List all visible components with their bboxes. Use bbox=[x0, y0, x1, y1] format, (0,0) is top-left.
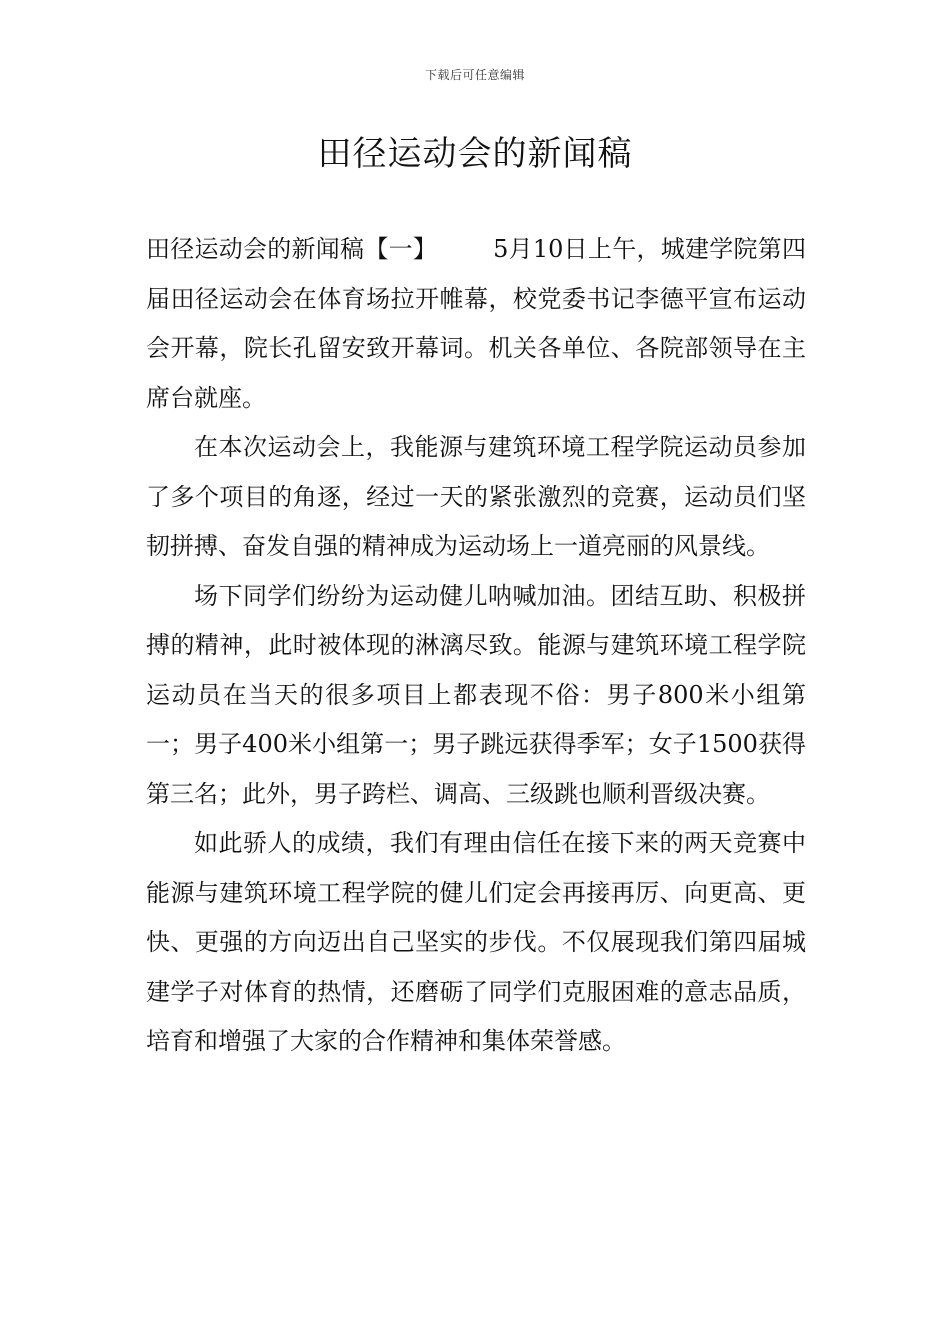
paragraph-1-text: 5月10日上午，城建学院第四届田径运动会在体育场拉开帷幕，校党委书记李德平宣布运动会开幕，院长孔留安致开幕词。机关各单位、各院部领导在主席台就座。 bbox=[146, 235, 806, 412]
paragraph-3: 场下同学们纷纷为运动健儿呐喊加油。团结互助、积极拼搏的精神，此时被体现的淋漓尽致。能源与建筑环境工程学院运动员在当天的很多项目上都表现不俗：男子800米小组第一；男子400米小组第一；男子跳远获得季军；女子1500获得第三名；此外，男子跨栏、调高、三级跳也顺利晋级决赛。 bbox=[146, 581, 806, 808]
document-title: 田径运动会的新闻稿 bbox=[317, 134, 633, 174]
header-note: 下载后可任意编辑 bbox=[424, 68, 525, 82]
article-body bbox=[146, 225, 806, 1067]
paragraph-2: 在本次运动会上，我能源与建筑环境工程学院运动员参加了多个项目的角逐，经过一天的紧张激烈的竞赛，运动员们坚韧拼搏、奋发自强的精神成为运动场上一道亮丽的风景线。 bbox=[146, 433, 806, 560]
paragraph-1-heading: 田径运动会的新闻稿【一】 bbox=[146, 235, 438, 263]
paragraph-1 bbox=[146, 225, 806, 423]
paragraph-4: 如此骄人的成绩，我们有理由信任在接下来的两天竞赛中能源与建筑环境工程学院的健儿们定会再接再厉、向更高、更快、更强的方向迈出自己坚实的步伐。不仅展现我们第四届城建学子对体育的热情，还磨砺了同学们克服困难的意志品质，培育和增强了大家的合作精神和集体荣誉感。 bbox=[146, 829, 806, 1055]
